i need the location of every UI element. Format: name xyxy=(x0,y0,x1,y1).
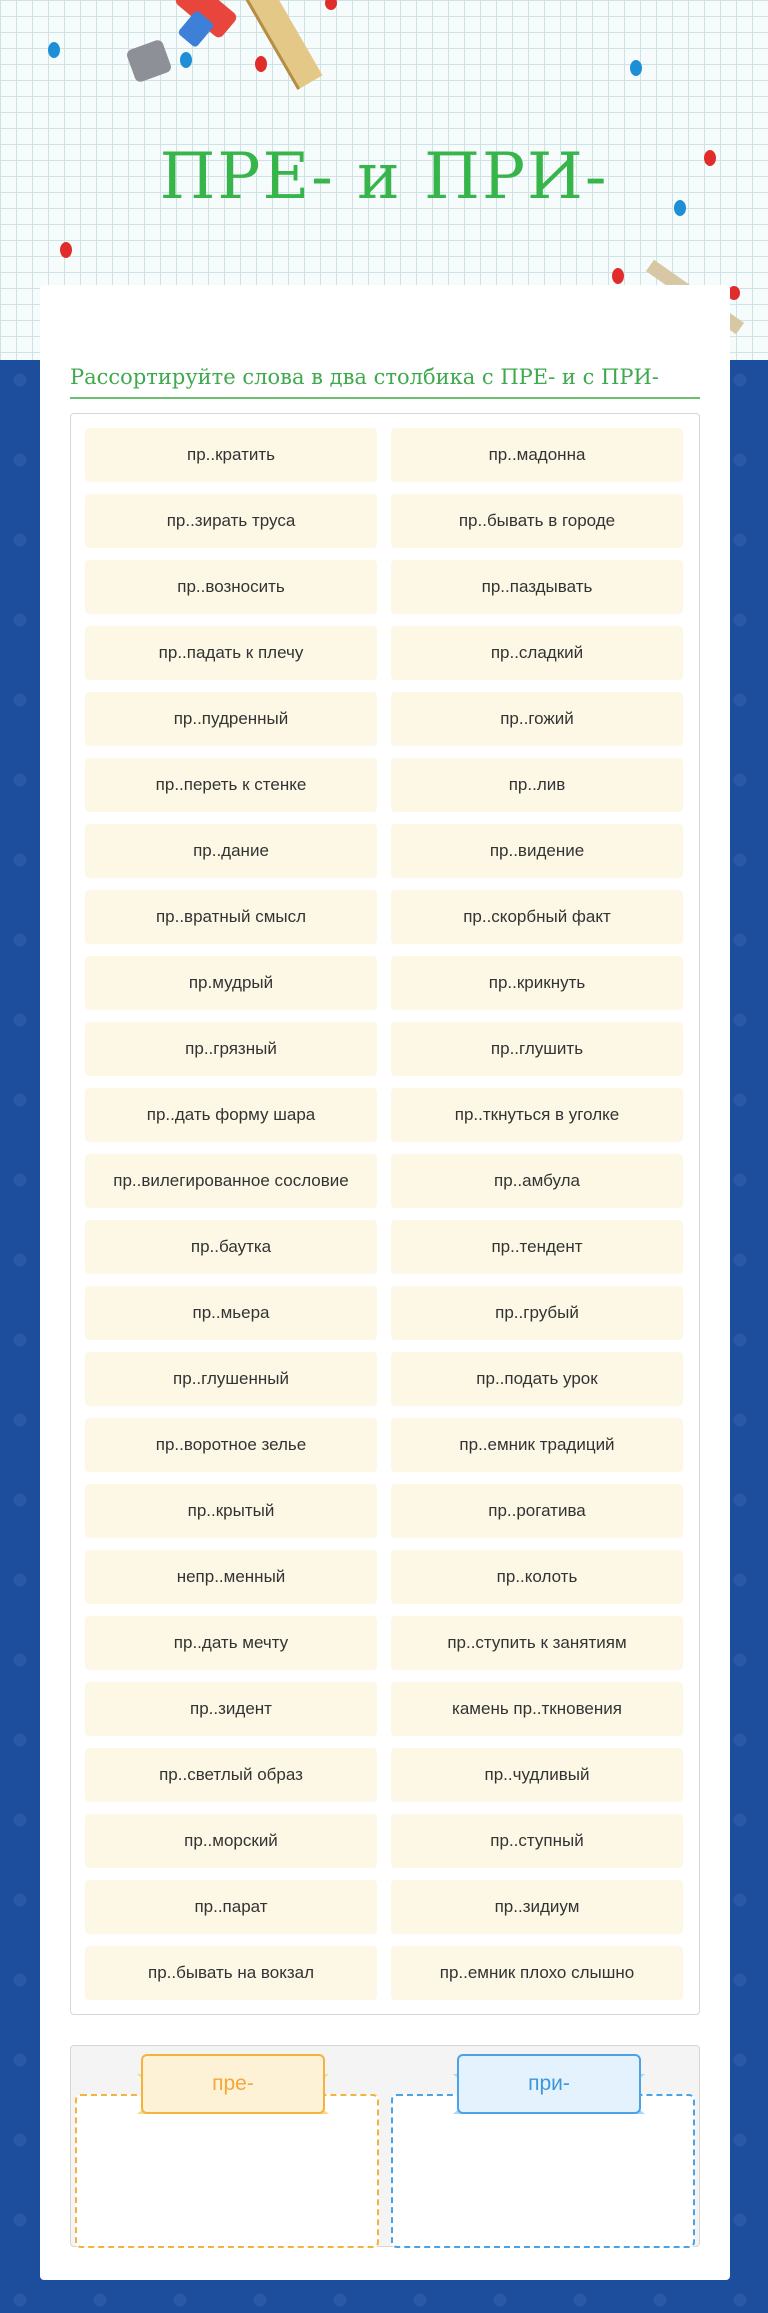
drop-zone-pre[interactable] xyxy=(75,2094,379,2248)
word-card[interactable]: пр..возносить xyxy=(85,560,377,614)
decor-dot xyxy=(612,268,624,284)
word-card[interactable]: пр..лив xyxy=(391,758,683,812)
word-card[interactable]: камень пр..ткновения xyxy=(391,1682,683,1736)
word-card[interactable]: пр..тендент xyxy=(391,1220,683,1274)
word-card[interactable]: пр..светлый образ xyxy=(85,1748,377,1802)
word-card[interactable]: пр..рогатива xyxy=(391,1484,683,1538)
word-card[interactable]: пр..воротное зелье xyxy=(85,1418,377,1472)
word-card[interactable]: пр..паздывать xyxy=(391,560,683,614)
word-card[interactable]: пр..вратный смысл xyxy=(85,890,377,944)
word-card[interactable]: пр..скорбный факт xyxy=(391,890,683,944)
pre-label: пре- xyxy=(141,2054,325,2114)
word-card[interactable]: пр..пудренный xyxy=(85,692,377,746)
word-card[interactable]: пр..колоть xyxy=(391,1550,683,1604)
word-card[interactable]: пр..парат xyxy=(85,1880,377,1934)
word-card[interactable]: пр..дание xyxy=(85,824,377,878)
word-card[interactable]: пр..баутка xyxy=(85,1220,377,1274)
word-card[interactable]: пр..бывать на вокзал xyxy=(85,1946,377,2000)
decor-dot xyxy=(630,60,642,76)
page-title: ПРЕ- и ПРИ- xyxy=(159,140,609,214)
decor-dot xyxy=(255,56,267,72)
word-card[interactable]: пр..зидиум xyxy=(391,1880,683,1934)
word-bank xyxy=(70,413,700,2015)
pri-label: при- xyxy=(457,2054,641,2114)
word-card[interactable]: пр..ткнуться в уголке xyxy=(391,1088,683,1142)
word-card[interactable]: пр..грязный xyxy=(85,1022,377,1076)
decor-dot xyxy=(60,242,72,258)
word-card[interactable]: пр..падать к плечу xyxy=(85,626,377,680)
decor-dot xyxy=(48,42,60,58)
word-card[interactable]: пр..дать мечту xyxy=(85,1616,377,1670)
word-card[interactable]: непр..менный xyxy=(85,1550,377,1604)
word-card[interactable]: пр..дать форму шара xyxy=(85,1088,377,1142)
word-card[interactable]: пр..кратить xyxy=(85,428,377,482)
drop-area xyxy=(70,2045,700,2247)
word-card[interactable]: пр..емник плохо слышно xyxy=(391,1946,683,2000)
word-card[interactable]: пр..крикнуть xyxy=(391,956,683,1010)
word-card[interactable]: пр..гожий xyxy=(391,692,683,746)
drop-zone-pri[interactable] xyxy=(391,2094,695,2248)
word-card[interactable]: пр..ступный xyxy=(391,1814,683,1868)
word-card[interactable]: пр..емник традиций xyxy=(391,1418,683,1472)
word-card[interactable]: пр..мадонна xyxy=(391,428,683,482)
word-card[interactable]: пр..зидент xyxy=(85,1682,377,1736)
word-card[interactable]: пр..мьера xyxy=(85,1286,377,1340)
word-card[interactable]: пр.мудрый xyxy=(85,956,377,1010)
word-card[interactable]: пр..сладкий xyxy=(391,626,683,680)
word-card[interactable]: пр..амбула xyxy=(391,1154,683,1208)
word-card[interactable]: пр..видение xyxy=(391,824,683,878)
word-card[interactable]: пр..вилегированное сословие xyxy=(85,1154,377,1208)
decor-dot xyxy=(180,52,192,68)
word-card[interactable]: пр..переть к стенке xyxy=(85,758,377,812)
word-card[interactable]: пр..чудливый xyxy=(391,1748,683,1802)
word-card[interactable]: пр..глушенный xyxy=(85,1352,377,1406)
worksheet xyxy=(40,285,730,2280)
word-card[interactable]: пр..зирать труса xyxy=(85,494,377,548)
word-card[interactable]: пр..морский xyxy=(85,1814,377,1868)
word-card[interactable]: пр..бывать в городе xyxy=(391,494,683,548)
word-card[interactable]: пр..грубый xyxy=(391,1286,683,1340)
word-card[interactable]: пр..подать урок xyxy=(391,1352,683,1406)
word-card[interactable]: пр..крытый xyxy=(85,1484,377,1538)
instruction-text: Рассортируйте слова в два столбика с ПРЕ- и с ПРИ- xyxy=(70,365,700,399)
word-card[interactable]: пр..глушить xyxy=(391,1022,683,1076)
word-card[interactable]: пр..ступить к занятиям xyxy=(391,1616,683,1670)
